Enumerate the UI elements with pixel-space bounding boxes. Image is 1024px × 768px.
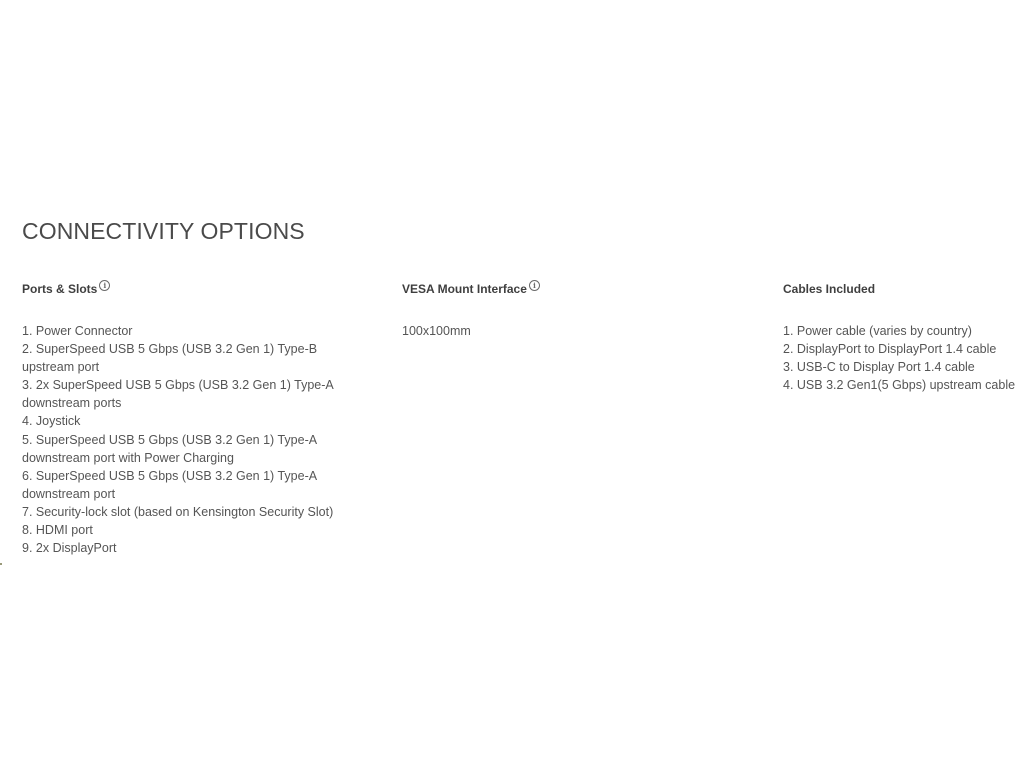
cables-included-list — [783, 322, 1023, 394]
list-item: 3. USB-C to Display Port 1.4 cable — [783, 360, 975, 375]
cables-included-heading — [783, 280, 1023, 298]
list-item: 6. SuperSpeed USB 5 Gbps (USB 3.2 Gen 1) Type-A downstream port — [22, 468, 317, 501]
ports-slots-column — [22, 280, 372, 557]
list-item: 1. Power cable (varies by country) — [783, 324, 972, 338]
list-item: 4. Joystick — [22, 414, 81, 429]
list-item: 2. DisplayPort to DisplayPort 1.4 cable — [783, 342, 997, 357]
vesa-mount-heading — [402, 280, 742, 298]
list-item: 8. HDMI port — [22, 523, 93, 538]
info-icon[interactable]: i — [99, 280, 110, 291]
vesa-mount-heading-label: VESA Mount Interface — [402, 282, 527, 296]
cables-included-column — [783, 280, 1023, 394]
ports-slots-list — [22, 322, 367, 557]
edge-artifact — [0, 563, 2, 565]
list-item: 1. Power Connector — [22, 324, 133, 338]
list-item: 5. SuperSpeed USB 5 Gbps (USB 3.2 Gen 1) Type-A downstream port with Power Charging — [22, 432, 317, 465]
list-item: 2. SuperSpeed USB 5 Gbps (USB 3.2 Gen 1) Type-B upstream port — [22, 342, 318, 375]
vesa-mount-column — [402, 280, 742, 340]
list-item: 3. 2x SuperSpeed USB 5 Gbps (USB 3.2 Gen 1) Type-A downstream ports — [22, 378, 334, 411]
list-item: 7. Security-lock slot (based on Kensington Security Slot) — [22, 504, 334, 519]
ports-slots-heading — [22, 280, 372, 298]
cables-included-heading-label: Cables Included — [783, 282, 876, 296]
info-icon[interactable]: i — [529, 280, 540, 291]
vesa-mount-value-block — [402, 322, 742, 340]
vesa-mount-value: 100x100mm — [402, 324, 471, 338]
section-title: CONNECTIVITY OPTIONS — [22, 218, 305, 244]
list-item: 4. USB 3.2 Gen1(5 Gbps) upstream cable — [783, 378, 1016, 393]
ports-slots-heading-label: Ports & Slots — [22, 282, 98, 296]
list-item: 9. 2x DisplayPort — [22, 541, 117, 556]
